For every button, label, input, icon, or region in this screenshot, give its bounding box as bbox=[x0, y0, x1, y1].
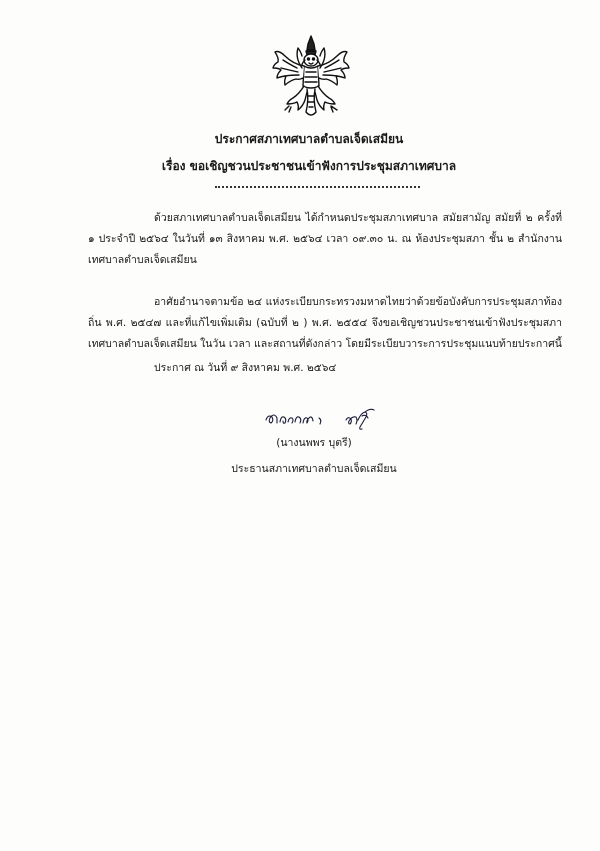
handwritten-signature bbox=[262, 400, 387, 432]
body-paragraph-1: ด้วยสภาเทศบาลตำบลเจ็ดเสมียน ได้กำหนดประชุมสภาเทศบาล สมัยสามัญ สมัยที่ ๒ ครั้งที่ ๑ ประจำปี ๒๕๖๔ ในวันที่ ๑๓ สิงหาคม พ.ศ. ๒๕๖๔ เวลา ๐๙.๓๐ น. ณ ห้องประชุมสภา ชั้น ๒ สำนักงานเทศบาลตำบลเจ็ดเสมียน bbox=[88, 212, 562, 266]
announcement-subject: เรื่อง ขอเชิญชวนประชาชนเข้าฟังการประชุมสภาเทศบาล bbox=[161, 159, 457, 173]
announcement-date: ประกาศ ณ วันที่ ๙ สิงหาคม พ.ศ. ๒๕๖๔ bbox=[154, 362, 337, 374]
signer-position: ประธานสภาเทศบาลตำบลเจ็ดเสมียน bbox=[231, 463, 397, 475]
garuda-emblem-icon bbox=[271, 34, 351, 120]
announcement-title: ประกาศสภาเทศบาลตำบลเจ็ดเสมียน bbox=[214, 132, 404, 146]
body-paragraph-2: อาศัยอำนาจตามข้อ ๒๔ แห่งระเบียบกระทรวงมหาดไทยว่าด้วยข้อบังคับการประชุมสภาท้องถิ่น พ.ศ. ๒๕๔๗ และที่แก้ไขเพิ่มเติม (ฉบับที่ ๒ ) พ.ศ. ๒๕๕๔ จึงขอเชิญชวนประชาชนเข้าฟังประชุมสภาเทศบาลตำบลเจ็ดเสมียน ในวัน เวลา และสถานที่ดังกล่าว โดยมีระเบียบวาระการประชุมแนบท้ายประกาศนี้ bbox=[88, 296, 562, 350]
signer-name: (นางนพพร บุตรี) bbox=[276, 437, 352, 449]
dotted-divider bbox=[215, 186, 420, 188]
